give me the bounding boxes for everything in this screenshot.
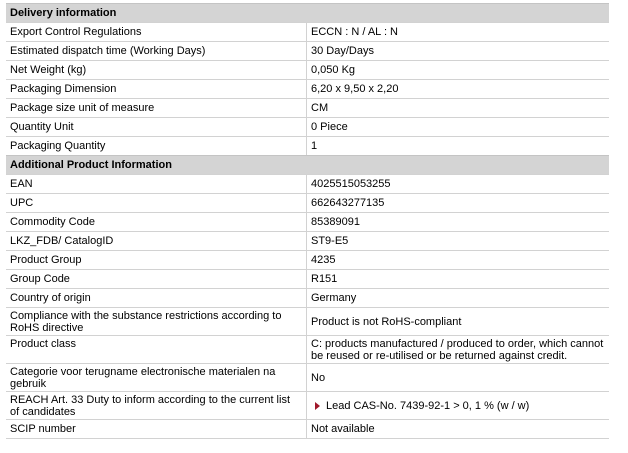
row-label: Group Code	[6, 270, 307, 288]
row-label: Product class	[6, 336, 307, 363]
table-row-export-control	[6, 22, 609, 41]
row-value: 4235	[311, 254, 336, 266]
arrow-right-icon[interactable]	[315, 402, 320, 410]
row-label: Country of origin	[6, 289, 307, 307]
row-value: C: products manufactured / produced to order, which cannot be reused or re-utilised or be returned against credit.	[311, 338, 604, 362]
row-label: Commodity Code	[6, 213, 307, 231]
row-value: ECCN : N / AL : N	[311, 26, 399, 38]
row-label: SCIP number	[6, 420, 307, 438]
row-label: Compliance with the substance restrictions according to RoHS directive	[6, 308, 307, 335]
table-row-net-weight	[6, 60, 609, 79]
table-row-product-class	[6, 335, 609, 363]
row-label: LKZ_FDB/ CatalogID	[6, 232, 307, 250]
table-row-package-size-unit	[6, 98, 609, 117]
row-value: 6,20 x 9,50 x 2,20	[311, 83, 399, 95]
table-row-scip-number	[6, 419, 609, 438]
row-value: 85389091	[311, 216, 360, 228]
table-row-rohs-compliance	[6, 307, 609, 335]
row-value: Germany	[311, 292, 357, 304]
table-row-upc	[6, 193, 609, 212]
row-label: UPC	[6, 194, 307, 212]
row-label: Net Weight (kg)	[6, 61, 307, 79]
row-label: EAN	[6, 175, 307, 193]
row-value: Not available	[311, 423, 375, 435]
table-row-group-code	[6, 269, 609, 288]
row-label: Quantity Unit	[6, 118, 307, 136]
row-value: No	[311, 372, 326, 384]
row-value: 0 Piece	[311, 121, 348, 133]
row-value: CM	[311, 102, 329, 114]
table-row-dispatch-time	[6, 41, 609, 60]
row-value: 30 Day/Days	[311, 45, 374, 57]
row-label: Export Control Regulations	[6, 23, 307, 41]
row-value: Product is not RoHS-compliant	[311, 316, 462, 328]
section-header-delivery-information: Delivery information	[6, 3, 609, 22]
row-label: Packaging Dimension	[6, 80, 307, 98]
table-row-reach	[6, 391, 609, 419]
row-label: REACH Art. 33 Duty to inform according to the current list of candidates	[6, 392, 307, 419]
reach-link-text[interactable]: Lead CAS-No. 7439-92-1 > 0, 1 % (w / w)	[326, 400, 530, 412]
row-value-reach[interactable]	[307, 392, 609, 419]
row-value: 4025515053255	[311, 178, 391, 190]
row-value: 662643277135	[311, 197, 385, 209]
row-label: Categorie voor terugname electronische materialen na gebruik	[6, 364, 307, 391]
table-row-weee-category	[6, 363, 609, 391]
product-info-table	[6, 3, 609, 439]
table-row-country-of-origin	[6, 288, 609, 307]
table-row-quantity-unit	[6, 117, 609, 136]
row-value: 1	[311, 140, 318, 152]
row-value: R151	[311, 273, 338, 285]
row-label: Estimated dispatch time (Working Days)	[6, 42, 307, 60]
section-header-additional-product-information: Additional Product Information	[6, 155, 609, 174]
table-row-product-group	[6, 250, 609, 269]
row-label: Packaging Quantity	[6, 137, 307, 155]
table-row-packaging-dimension	[6, 79, 609, 98]
row-value: 0,050 Kg	[311, 64, 356, 76]
row-label: Product Group	[6, 251, 307, 269]
table-row-packaging-quantity	[6, 136, 609, 155]
table-row-commodity-code	[6, 212, 609, 231]
table-row-catalog-id	[6, 231, 609, 250]
table-row-ean	[6, 174, 609, 193]
row-value: ST9-E5	[311, 235, 349, 247]
row-label: Package size unit of measure	[6, 99, 307, 117]
